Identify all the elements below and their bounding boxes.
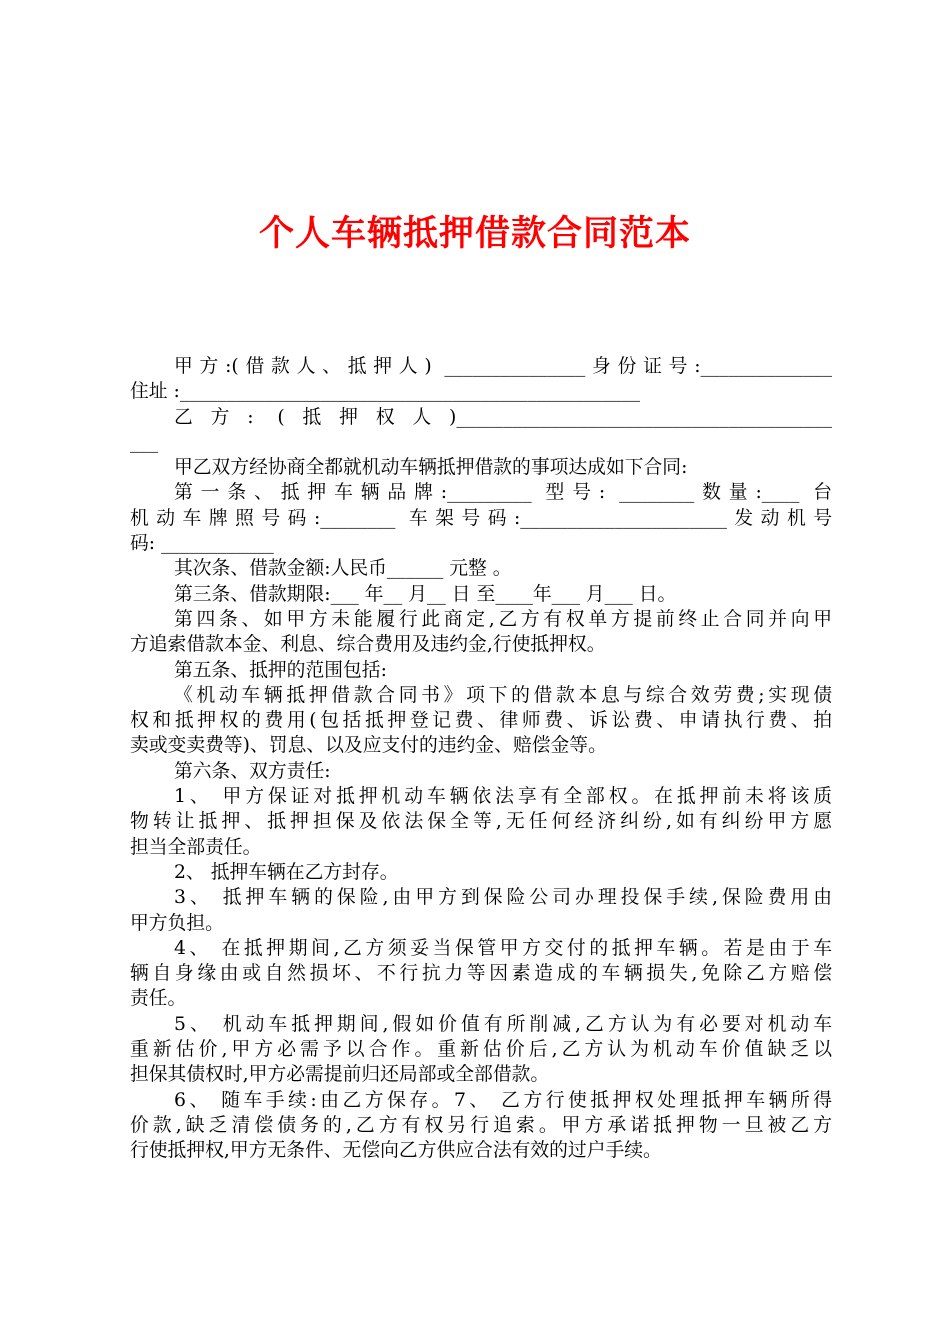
article-6-heading: 第六条、双方责任: <box>174 760 331 782</box>
article-4-line-continued: 方追索借款本金、利息、综合费用及违约金,行使抵押权。 <box>130 634 606 656</box>
article-5-line-end: 卖或变卖费等)、罚息、以及应支付的违约金、赔偿金等。 <box>130 735 607 757</box>
clause-1-line: 1、 甲方保证对抵押机动车辆依法享有全部权。在抵押前未将该质 <box>174 786 832 808</box>
clause-4-line-continued: 辆自身缘由或自然损坏、不行抗力等因素造成的车辆损失,免除乙方赔偿 <box>130 963 832 985</box>
article-1-engine-line: 码: ____________ <box>130 533 274 555</box>
clause-4-line: 4、 在抵押期间,乙方须妥当保管甲方交付的抵押车辆。若是由于车 <box>174 937 832 959</box>
article-5-line-continued: 权和抵押权的费用(包括抵押登记费、律师费、诉讼费、申请执行费、拍 <box>130 710 832 732</box>
party-b-line-continued: ___ <box>130 431 159 453</box>
clause-5-line: 5、 机动车抵押期间,假如价值有所削减,乙方认为有必要对机动车 <box>174 1013 832 1035</box>
clause-2-line: 2、 抵押车辆在乙方封存。 <box>174 861 399 883</box>
clause-1-line-continued: 物转让抵押、抵押担保及依法保全等,无任何经济纠纷,如有纠纷甲方愿 <box>130 811 832 833</box>
article-3-line: 第三条、借款期限:___ 年__ 月__ 日 至____年___ 月___ 日。 <box>174 583 677 605</box>
contract-body <box>130 354 832 1164</box>
address-line: 住址 :_________________________________________________ <box>130 381 641 403</box>
article-5-line: 《机动车辆抵押借款合同书》项下的借款本息与综合效劳费;实现债 <box>174 684 832 706</box>
clause-5-line-end: 担保其债权时,甲方必需提前归还局部或全部借款。 <box>130 1064 550 1086</box>
clause-4-line-end: 责任。 <box>130 988 187 1010</box>
clause-3-line-end: 甲方负担。 <box>130 912 224 934</box>
article-1-line: 第一条、抵押车辆品牌:_________ 型号: ________数量:____ 台 <box>174 482 832 504</box>
clause-3-line: 3、 抵押车辆的保险,由甲方到保险公司办理投保手续,保险费用由 <box>174 887 832 909</box>
article-4-line: 第四条、如甲方未能履行此商定,乙方有权单方提前终止合同并向甲 <box>174 608 832 630</box>
document-title: 个人车辆抵押借款合同范本 <box>258 214 691 254</box>
article-2-line: 其次条、借款金额:人民币______ 元整 。 <box>174 558 512 580</box>
article-5-heading: 第五条、抵押的范围包括: <box>174 659 387 681</box>
clause-5-line-continued: 重新估价,甲方必需予以合作。重新估价后,乙方认为机动车价值缺乏以 <box>130 1039 832 1061</box>
agreement-intro: 甲乙双方经协商全都就机动车辆抵押借款的事项达成如下合同: <box>174 457 688 479</box>
clause-7-line-continued: 价款,缺乏清偿债务的,乙方有权另行追索。甲方承诺抵押物一旦被乙方 <box>130 1114 832 1136</box>
clause-1-line-end: 担当全部责任。 <box>130 836 262 858</box>
party-b-line: 乙方: (抵押权人)________________________________________ <box>174 406 832 428</box>
clause-6-7-line: 6、 随车手续:由乙方保存。7、 乙方行使抵押权处理抵押车辆所得 <box>174 1089 832 1111</box>
party-a-line: 甲方:(借款人、抵押人) _______________身份证号:______________ <box>174 356 832 377</box>
clause-7-line-end: 行使抵押权,甲方无条件、无偿向乙方供应合法有效的过户手续。 <box>130 1140 662 1162</box>
article-1-plate-line: 机动车牌照号码:________ 车架号码:______________________发动机号 <box>130 507 832 529</box>
